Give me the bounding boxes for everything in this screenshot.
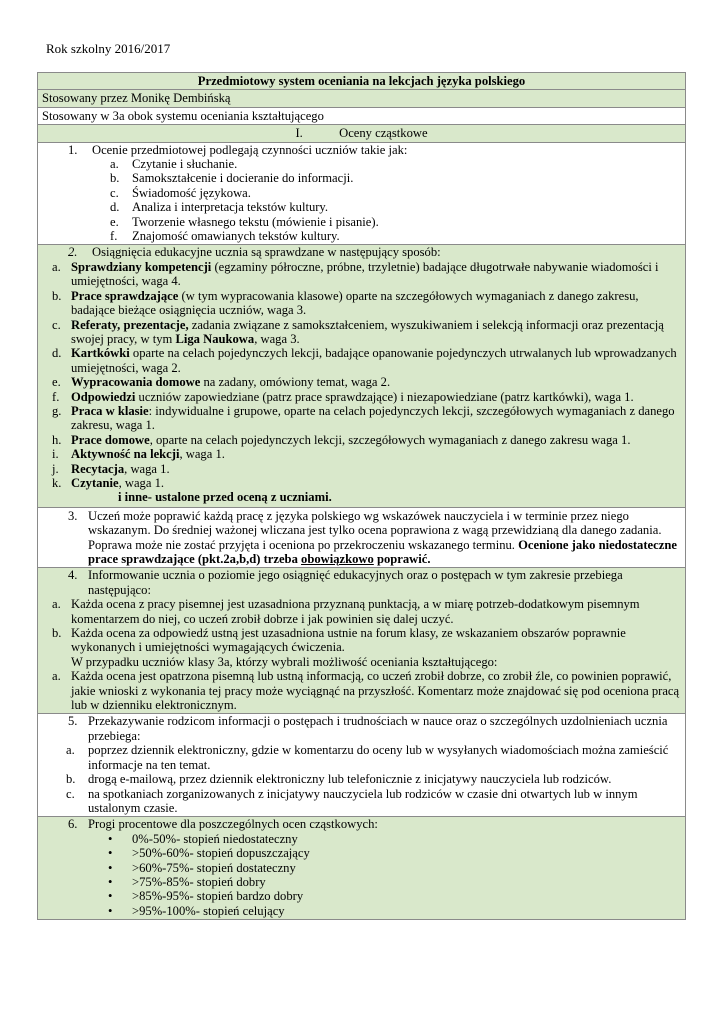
section-2-heading (38, 245, 685, 259)
section-3-bold-end: poprawić. (373, 552, 431, 566)
part-title: Oceny cząstkowe (339, 126, 428, 141)
list-item: c. Referaty, prezentacje, zadania związane z samokształceniem, wyszukiwaniem i selekcją informacji oraz prezentacją swojej pracy, w tym Liga Naukowa, waga 3. (52, 317, 664, 346)
section-6-heading: Progi procentowe dla poszczególnych ocen cząstkowych: (88, 817, 378, 832)
list-item: c. na spotkaniach zorganizowanych z inicjatywy nauczyciela lub rodziców w czasie dni otwartych lub w innym ustalonym czasie. (66, 786, 638, 815)
school-year: Rok szkolny 2016/2017 (46, 41, 171, 56)
section-1-heading-text: Ocenie przedmiotowej podlegają czynności uczniów takie jak: (92, 142, 408, 157)
list-item: a. poprzez dziennik elektroniczny, gdzie w komentarzu do oceny lub w wysyłanych wiadomościach można zamieścić informacje na ten temat. (66, 743, 669, 772)
section-4-heading: Informowanie ucznia o poziomie jego osiągnięć edukacyjnych oraz o postępach w tym zakresie przebiega następująco: (88, 568, 623, 597)
grade-thresholds-list (38, 832, 685, 918)
list-item: b. Każda ocena za odpowiedź ustną jest uzasadniona ustnie na forum klasy, ze wskazaniem obszarów poprawnie wykonanych i umiejętności wymagających ćwiczenia. (52, 626, 626, 655)
section-3 (38, 507, 685, 568)
section-4-note: W przypadku uczniów klasy 3a, którzy wybrali możliwość oceniania kształtującego: (71, 654, 498, 669)
threshold-item: • 0%-50%- stopień niedostateczny (108, 831, 298, 846)
bullet-icon: • (108, 846, 113, 861)
list-item: e. Tworzenie własnego tekstu (mówienie i pisanie). (110, 214, 379, 229)
threshold-item: • >75%-85%- stopień dobry (108, 874, 266, 889)
table-title: Przedmiotowy system oceniania na lekcjach języka polskiego (38, 73, 685, 89)
section-5 (38, 713, 685, 816)
list-item: d. Analiza i interpretacja tekstów kultury. (110, 200, 329, 215)
section-3-bold: Ocenione jako niedostateczne prace sprawdzające (pkt.2a,b,d) trzeba (88, 537, 677, 566)
section-3-underline: obowiązkowo (301, 552, 374, 566)
part-heading (38, 124, 685, 141)
section-2-number: 2. (68, 245, 78, 260)
list-item: j. Recytacja, waga 1. (52, 461, 170, 476)
list-item: g. Praca w klasie: indywidualne i grupowe, oparte na celach pojedynczych lekcji, szczegółowych wymaganiach z danego zakresu, waga 1. (52, 403, 675, 433)
list-item: f. Odpowiedzi uczniów zapowiedziane (patrz prace sprawdzające) i niezapowiedziane (patrz kartkówki), waga 1. (52, 389, 634, 404)
section-2-heading-text: Osiągnięcia edukacyjne ucznia są sprawdzane w następujący sposób: (92, 245, 441, 260)
list-item: b. Samokształcenie i docieranie do informacji. (110, 171, 354, 186)
bullet-icon: • (108, 874, 113, 889)
threshold-item: • >50%-60%- stopień dopuszczający (108, 846, 310, 861)
threshold-item: • >60%-75%- stopień dostateczny (108, 860, 296, 875)
section-4-number: 4. (68, 568, 78, 583)
bullet-icon: • (108, 889, 113, 904)
list-item: a. Każda ocena jest opatrzona pisemną lub ustną informacją, co uczeń zrobił dobrze, co zrobił źle, co powinien poprawić, jakie wnioski z wykonania tej pracy może wyciągnąć na przyszłość. Komentarz może znajdować się pod oceniona pracą lub w dzienniku elektronicznym. (52, 669, 680, 713)
section-1-list (38, 157, 685, 243)
list-item: d. Kartkówki oparte na celach pojedynczych lekcji, badające opanowanie pojedynczych utrwalanych lub wprowadzanych umiejętności, waga 2. (52, 346, 677, 375)
list-item: a. Czytanie i słuchanie. (110, 157, 238, 172)
section-2-other: i inne- ustalone przed oceną z uczniami. (118, 490, 332, 505)
section-1-heading (38, 143, 685, 157)
list-item: a. Sprawdziany kompetencji (egzaminy półroczne, próbne, trzyletnie) badające długotrwałe nabywanie wiadomości i umiejętności, waga 4. (52, 259, 659, 289)
section-1 (38, 142, 685, 245)
part-number: I. (295, 126, 303, 141)
applied-by: Stosowany przez Monikę Dembińską (38, 89, 685, 106)
list-item: h. Prace domowe, oparte na celach pojedynczych lekcji, szczegółowych wymaganiach z danego zakresu waga 1. (52, 432, 631, 447)
section-6-number: 6. (68, 817, 78, 832)
section-5-heading: Przekazywanie rodzicom informacji o postępach i trudnościach w nauce oraz o szczególnych uzdolnieniach ucznia przebiega: (88, 714, 668, 743)
section-1-number: 1. (68, 142, 78, 157)
section-2 (38, 244, 685, 506)
section-6 (38, 816, 685, 919)
list-item: c. Świadomość językowa. (110, 185, 251, 200)
bullet-icon: • (108, 831, 113, 846)
section-5-number: 5. (68, 714, 78, 729)
list-item: i. Aktywność na lekcji, waga 1. (52, 447, 225, 462)
list-item: k. Czytanie, waga 1. (52, 475, 165, 490)
list-item: f. Znajomość omawianych tekstów kultury. (110, 229, 340, 244)
threshold-item: • >85%-95%- stopień bardzo dobry (108, 889, 304, 904)
list-item: b. Prace sprawdzające (w tym wypracowania klasowe) oparte na szczegółowych wymaganiach z danego zakresu, badające bieżące osiągnięcia uczniów, waga 3. (52, 288, 639, 318)
list-item: a. Każda ocena z pracy pisemnej jest uzasadniona przyznaną punktacją, a w miarę potrzeb-dodatkowym pisemnym komentarzem do niej, co uczeń zrobił dobrze i jak powinien się dalej uczyć. (52, 597, 640, 626)
applied-in: Stosowany w 3a obok systemu oceniania kształtującego (38, 107, 685, 124)
list-item: b. drogą e-mailową, przez dziennik elektroniczny lub telefonicznie z inicjatywy nauczyciela lub rodziców. (66, 772, 612, 787)
list-item: e. Wypracowania domowe na zadany, omówiony temat, waga 2. (52, 375, 391, 390)
section-3-number: 3. (68, 508, 78, 523)
section-3-text: Uczeń może poprawić każdą pracę z języka polskiego wg wskazówek nauczyciela i w terminie przez niego wskazanym. Do średniej ważonej wliczana jest tylko ocena poprawiona z wagą przewidzianą dla danego zadania. Poprawa może nie zostać przyjęta i oceniona po przekroczeniu wskazanego terminu. (88, 508, 662, 552)
grading-system-table (37, 72, 686, 920)
bullet-icon: • (108, 903, 113, 918)
bullet-icon: • (108, 860, 113, 875)
threshold-item: • >95%-100%- stopień celujący (108, 903, 285, 918)
section-4 (38, 567, 685, 713)
